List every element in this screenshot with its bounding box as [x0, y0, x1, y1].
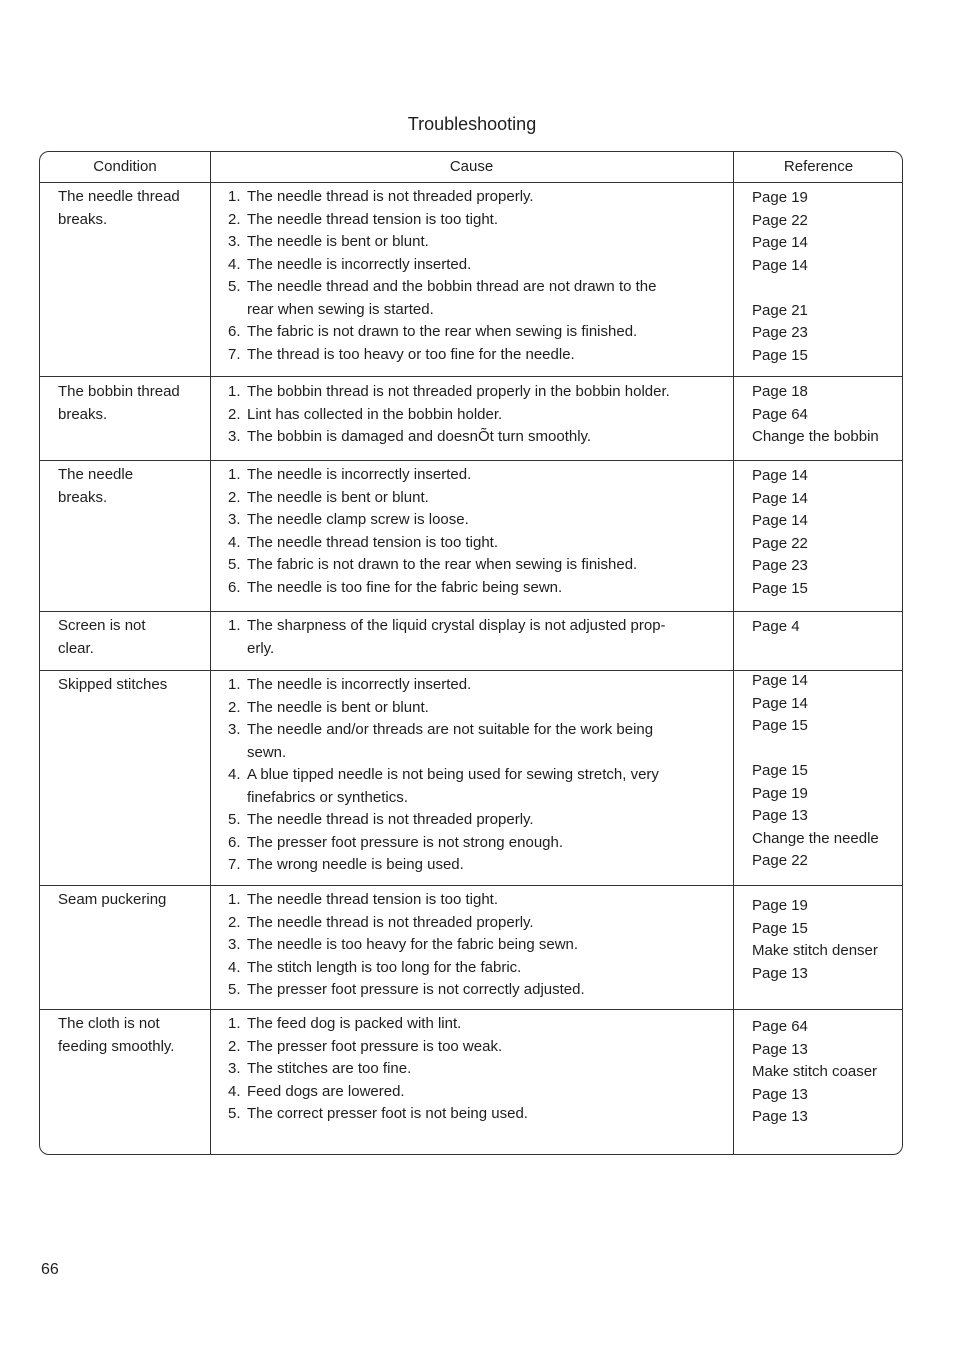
cause-number: 6.: [228, 323, 241, 340]
reference-text: Page 15: [752, 919, 808, 937]
cause-item: [228, 638, 666, 661]
reference-text: Page 23: [752, 324, 808, 341]
cause-text: The fabric is not drawn to the rear when sewing is finished.: [247, 323, 638, 340]
cause-item: [228, 809, 659, 832]
cause-text: The correct presser foot is not being used.: [247, 1105, 528, 1122]
cause-item: [228, 1036, 528, 1059]
cause-item: [228, 719, 659, 742]
cause-text: rear when sewing is started.: [247, 300, 434, 318]
row-divider: [40, 376, 902, 377]
cause-text: The needle is bent or blunt.: [247, 488, 429, 506]
cause-item: [228, 426, 670, 449]
cause-number: 5.: [228, 981, 241, 998]
reference-text: Make stitch denser: [752, 942, 878, 959]
cause-number: 3.: [228, 511, 241, 528]
condition-text: The cloth is not: [58, 1015, 160, 1032]
condition-cell: [58, 186, 180, 231]
cause-number: 3.: [228, 233, 241, 250]
cause-number: 6.: [228, 833, 241, 851]
condition-text: breaks.: [58, 405, 108, 423]
reference-text: Page 15: [752, 346, 808, 364]
cause-text: The needle is too heavy for the fabric being sewn.: [247, 936, 579, 953]
cause-text: The needle thread is not threaded properly.: [247, 913, 534, 931]
cause-text: erly.: [247, 639, 275, 657]
reference-text: Page 13: [752, 1108, 808, 1125]
cause-number: 4.: [228, 255, 241, 273]
cause-item: [228, 934, 585, 957]
cause-number: 2.: [228, 488, 241, 506]
cause-text: The feed dog is packed with lint.: [247, 1015, 462, 1032]
cause-text: Feed dogs are lowered.: [247, 1082, 405, 1100]
cause-number: 2.: [228, 913, 241, 931]
reference-text: Page 64: [752, 1018, 808, 1035]
page-number: 66: [41, 1261, 59, 1278]
reference-text: Page 14: [752, 512, 808, 529]
reference-text: Page 19: [752, 189, 808, 206]
cause-text: The bobbin is damaged and doesnÕt turn smoothly.: [247, 428, 592, 445]
cause-number: 3.: [228, 936, 241, 953]
cause-number: 5.: [228, 556, 241, 573]
cause-item: [228, 889, 585, 912]
reference-text: Page 14: [752, 694, 808, 712]
reference-text: Page 13: [752, 964, 808, 982]
cause-text: The bobbin thread is not threaded properly in the bobbin holder.: [247, 383, 670, 400]
cause-item: [228, 532, 637, 555]
cause-number: 4.: [228, 958, 241, 976]
reference-text: Page 64: [752, 405, 808, 423]
condition-text: breaks.: [58, 210, 108, 228]
condition-text: feeding smoothly.: [58, 1037, 175, 1055]
row-divider: [40, 1009, 902, 1010]
cause-number: 7.: [228, 345, 241, 363]
cause-text: sewn.: [247, 743, 287, 761]
reference-text: Page 15: [752, 717, 808, 734]
reference-cell: [752, 187, 808, 367]
condition-text: Screen is not: [58, 617, 146, 634]
cause-item: [228, 231, 656, 254]
condition-cell: [58, 674, 167, 697]
cause-item: [228, 464, 637, 487]
cause-number: 1.: [228, 188, 241, 205]
cause-item: [228, 912, 585, 935]
reference-text: Page 14: [752, 234, 808, 251]
cause-number: 3.: [228, 721, 241, 738]
cause-number: 5.: [228, 1105, 241, 1122]
cause-text: The fabric is not drawn to the rear when sewing is finished.: [247, 556, 638, 573]
header-reference: Reference: [783, 158, 854, 175]
reference-cell: [752, 381, 879, 449]
column-divider: [733, 152, 734, 1154]
cause-number: 1.: [228, 383, 241, 400]
reference-cell: [752, 1016, 877, 1129]
cause-text: finefabrics or synthetics.: [247, 788, 408, 806]
cause-number: 5.: [228, 811, 241, 828]
reference-text: Change the needle: [752, 829, 879, 847]
cause-item: [228, 742, 659, 765]
reference-text: [752, 738, 879, 761]
reference-text: Page 14: [752, 256, 808, 274]
condition-text: The needle: [58, 466, 134, 483]
cause-item: [228, 1081, 528, 1104]
cause-text: The presser foot pressure is not correctly adjusted.: [247, 981, 585, 998]
reference-text: Page 22: [752, 852, 808, 869]
cause-text: Lint has collected in the bobbin holder.: [247, 405, 503, 423]
cause-item: [228, 957, 585, 980]
cause-cell: [228, 615, 666, 660]
cause-text: The needle thread is not threaded properly.: [247, 188, 534, 205]
reference-text: Page 22: [752, 211, 808, 229]
cause-text: The presser foot pressure is too weak.: [247, 1037, 503, 1055]
reference-text: Page 23: [752, 557, 808, 574]
cause-item: [228, 832, 659, 855]
cause-text: The wrong needle is being used.: [247, 856, 464, 873]
reference-text: Page 19: [752, 897, 808, 914]
cause-text: The needle is too fine for the fabric being sewn.: [247, 578, 563, 596]
reference-text: Page 15: [752, 762, 808, 779]
cause-text: The sharpness of the liquid crystal display is not adjusted prop-: [247, 617, 666, 634]
condition-text: The needle thread: [58, 188, 180, 205]
cause-item: [228, 254, 656, 277]
cause-item: [228, 209, 656, 232]
condition-text: Seam puckering: [58, 891, 167, 908]
reference-cell: [752, 895, 878, 985]
header-cause: Cause: [449, 158, 494, 175]
reference-text: Page 21: [752, 301, 808, 319]
cause-item: [228, 1058, 528, 1081]
row-divider: [40, 460, 902, 461]
cause-item: [228, 1103, 528, 1126]
cause-item: [228, 509, 637, 532]
cause-cell: [228, 889, 585, 1002]
reference-cell: [752, 616, 800, 639]
cause-number: 2.: [228, 405, 241, 423]
reference-text: Change the bobbin: [752, 428, 879, 445]
cause-number: 1.: [228, 891, 241, 908]
cause-number: 3.: [228, 428, 241, 445]
cause-text: The needle is incorrectly inserted.: [247, 255, 472, 273]
header-condition: Condition: [93, 158, 157, 175]
cause-item: [228, 344, 656, 367]
cause-number: 4.: [228, 533, 241, 551]
reference-text: Page 14: [752, 489, 808, 507]
cause-number: 1.: [228, 1015, 241, 1032]
cause-text: The thread is too heavy or too fine for the needle.: [247, 345, 575, 363]
reference-text: Make stitch coaser: [752, 1063, 878, 1080]
cause-text: The needle is incorrectly inserted.: [247, 466, 472, 483]
cause-number: 1.: [228, 676, 241, 693]
cause-item: [228, 554, 637, 577]
condition-cell: [58, 615, 146, 660]
cause-item: [228, 577, 637, 600]
condition-text: Skipped stitches: [58, 676, 168, 693]
row-divider: [40, 611, 902, 612]
cause-text: The stitches are too fine.: [247, 1060, 412, 1077]
cause-item: [228, 299, 656, 322]
reference-text: Page 22: [752, 534, 808, 552]
cause-item: [228, 276, 656, 299]
cause-item: [228, 787, 659, 810]
cause-text: The needle thread tension is too tight.: [247, 210, 499, 228]
cause-item: [228, 381, 670, 404]
cause-item: [228, 1013, 528, 1036]
cause-text: A blue tipped needle is not being used for sewing stretch, very: [247, 766, 659, 783]
condition-cell: [58, 889, 166, 912]
cause-item: [228, 615, 666, 638]
condition-text: clear.: [58, 639, 94, 657]
cause-number: 4.: [228, 1082, 241, 1100]
cause-cell: [228, 1013, 528, 1126]
reference-text: Page 14: [752, 467, 808, 484]
cause-text: The needle is incorrectly inserted.: [247, 676, 472, 693]
reference-text: Page 13: [752, 1040, 808, 1058]
cause-cell: [228, 464, 637, 599]
cause-text: The needle thread and the bobbin thread are not drawn to the: [247, 278, 657, 295]
condition-text: The bobbin thread: [58, 383, 180, 400]
reference-text: Page 13: [752, 807, 808, 824]
cause-text: The needle thread tension is too tight.: [247, 533, 499, 551]
cause-number: 1.: [228, 466, 241, 483]
condition-cell: [58, 381, 180, 426]
cause-item: [228, 674, 659, 697]
cause-item: [228, 854, 659, 877]
cause-cell: [228, 186, 656, 366]
cause-item: [228, 321, 656, 344]
row-divider: [40, 182, 902, 183]
cause-number: 7.: [228, 856, 241, 873]
condition-cell: [58, 464, 133, 509]
cause-number: 2.: [228, 210, 241, 228]
troubleshooting-table: [39, 151, 903, 1155]
condition-cell: [58, 1013, 174, 1058]
reference-text: Page 19: [752, 784, 808, 802]
page-title: Troubleshooting: [407, 114, 537, 134]
cause-item: [228, 697, 659, 720]
cause-text: The needle is bent or blunt.: [247, 698, 429, 716]
reference-text: Page 14: [752, 672, 808, 689]
cause-number: 4.: [228, 766, 241, 783]
row-divider: [40, 885, 902, 886]
reference-text: Page 15: [752, 579, 808, 597]
cause-item: [228, 487, 637, 510]
cause-text: The stitch length is too long for the fabric.: [247, 958, 522, 976]
cause-item: [228, 764, 659, 787]
cause-cell: [228, 381, 670, 449]
reference-cell: [752, 670, 879, 873]
cause-number: 5.: [228, 278, 241, 295]
cause-text: The presser foot pressure is not strong enough.: [247, 833, 564, 851]
cause-item: [228, 404, 670, 427]
cause-number: 1.: [228, 617, 241, 634]
reference-cell: [752, 465, 808, 600]
cause-number: 3.: [228, 1060, 241, 1077]
cause-item: [228, 979, 585, 1002]
reference-text: Page 13: [752, 1085, 808, 1103]
cause-text: The needle thread is not threaded properly.: [247, 811, 534, 828]
cause-number: 2.: [228, 1037, 241, 1055]
cause-text: The needle thread tension is too tight.: [247, 891, 499, 908]
cause-text: The needle and/or threads are not suitable for the work being: [247, 721, 654, 738]
reference-text: [752, 277, 808, 300]
cause-text: The needle is bent or blunt.: [247, 233, 429, 250]
column-divider: [210, 152, 211, 1154]
condition-text: breaks.: [58, 488, 108, 506]
cause-number: 6.: [228, 578, 241, 596]
cause-item: [228, 186, 656, 209]
cause-number: 2.: [228, 698, 241, 716]
reference-text: Page 4: [752, 618, 800, 635]
reference-text: Page 18: [752, 383, 808, 400]
cause-cell: [228, 674, 659, 877]
cause-text: The needle clamp screw is loose.: [247, 511, 469, 528]
